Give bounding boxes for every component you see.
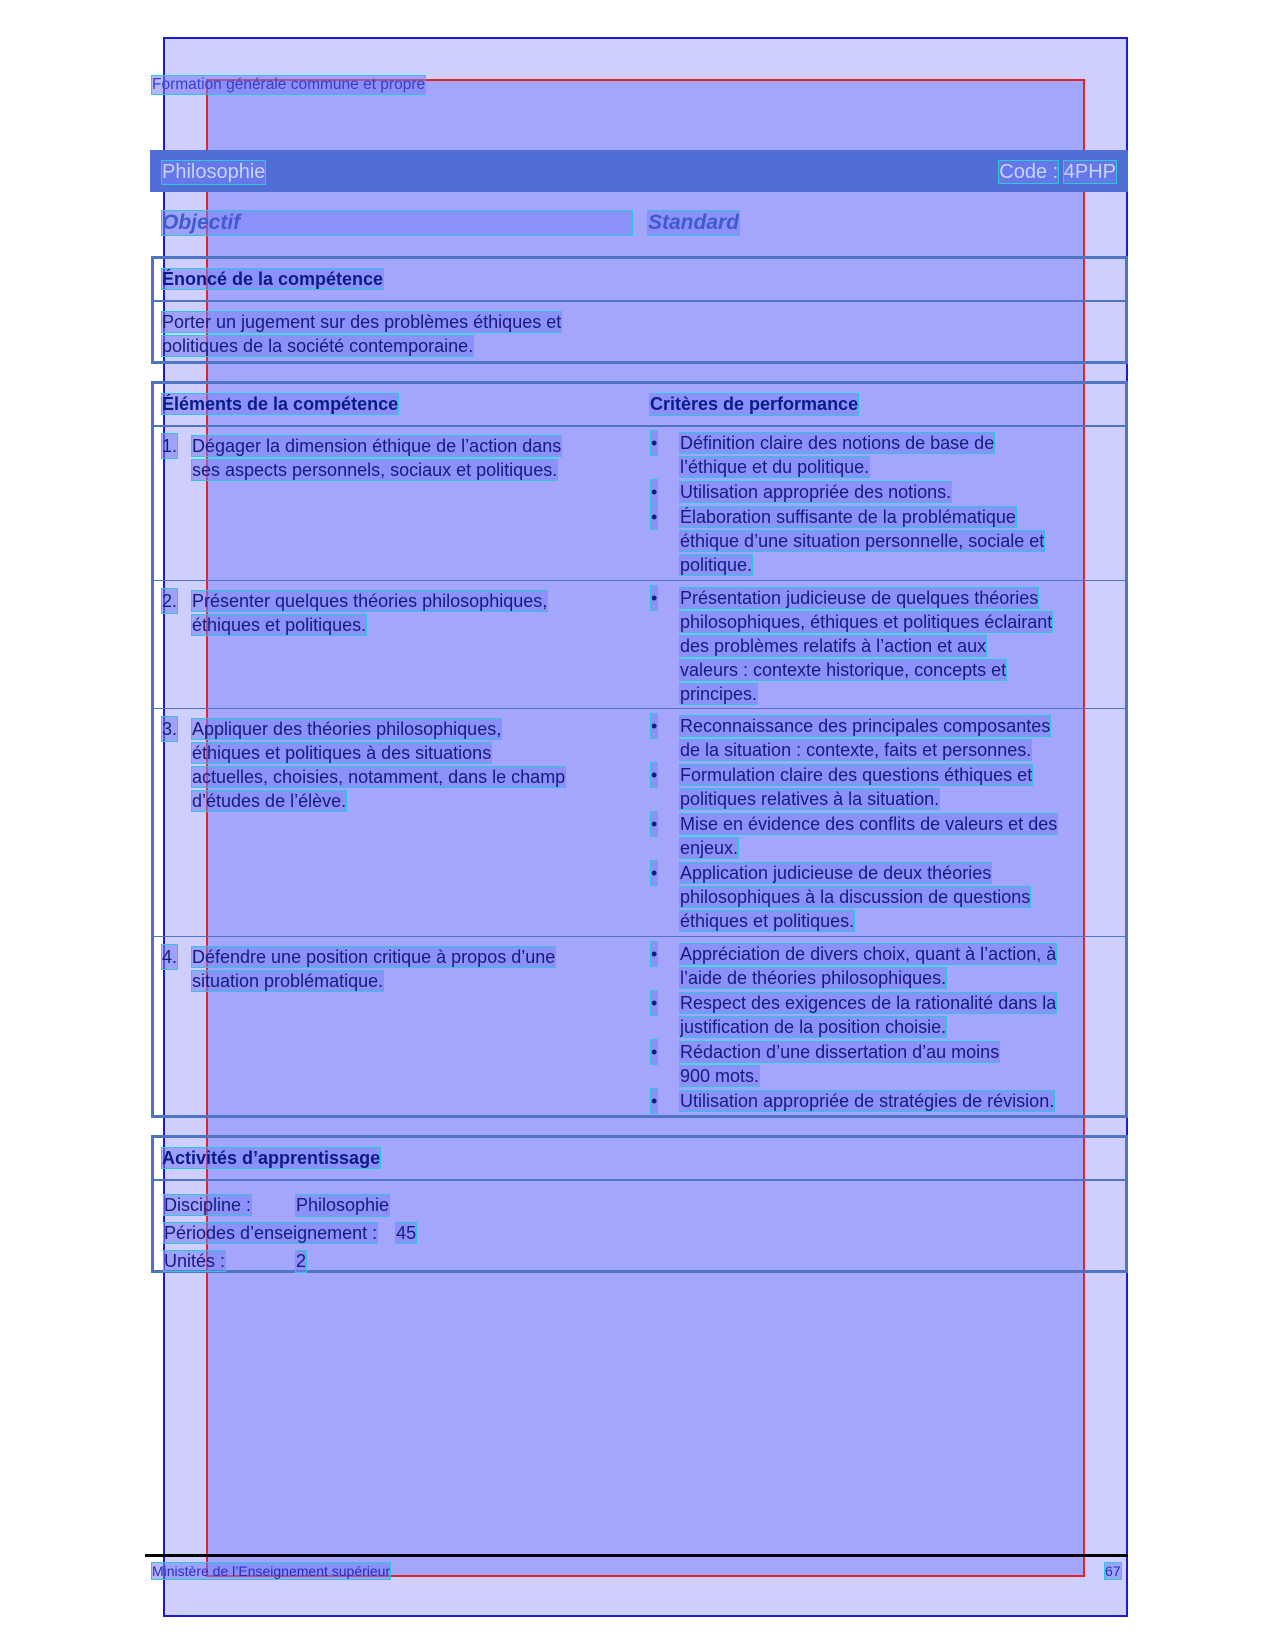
activities-header [154, 1138, 1125, 1181]
criteria-list-1 [650, 431, 1110, 578]
element-line: actuelles, choisies, notamment, dans le champ [192, 767, 566, 787]
element-line: éthiques et politiques. [192, 615, 367, 635]
statement-heading [154, 259, 1125, 302]
criterion: • Utilisation appropriée de stratégies de révision. [651, 1091, 1055, 1111]
running-header: Formation générale commune et propre [152, 76, 426, 93]
statement-heading-text: Énoncé de la compétence [162, 269, 384, 289]
criterion: • Reconnaissance des principales composantes de la situation : contexte, faits et personnes. [651, 716, 1051, 760]
periods-line [164, 1223, 416, 1244]
discipline-title: Philosophie [162, 161, 266, 183]
statement-line-2: politiques de la société contemporaine. [162, 336, 474, 356]
statement-box [151, 256, 1128, 364]
footer-rule [145, 1554, 1128, 1557]
code-label: Code : [999, 161, 1059, 183]
criterion: • Utilisation appropriée des notions. [651, 482, 952, 502]
units-line [164, 1251, 307, 1272]
element-line: Présenter quelques théories philosophiques, [192, 591, 548, 611]
element-row-4 [154, 936, 1125, 1116]
activities-box [151, 1135, 1128, 1273]
criterion: • Rédaction d’une dissertation d’au moins 900 mots. [651, 1042, 1000, 1086]
title-bar [150, 150, 1128, 192]
element-line: Appliquer des théories philosophiques, [192, 719, 502, 739]
criterion: • Définition claire des notions de base de l’éthique et du politique. [651, 433, 995, 477]
element-line: d’études de l’élève. [192, 791, 347, 811]
footer-ministry: Ministère de l’Enseignement supérieur [152, 1563, 391, 1579]
element-number: 4. [162, 947, 178, 967]
element-row-3 [154, 708, 1125, 936]
statement-line-1: Porter un jugement sur des problèmes éthiques et [162, 312, 562, 332]
criterion: • Formulation claire des questions éthiques et politiques relatives à la situation. [651, 765, 1033, 809]
element-line: Dégager la dimension éthique de l’action dans [192, 436, 562, 456]
element-line: éthiques et politiques à des situations [192, 743, 492, 763]
periods-label: Périodes d’enseignement : [164, 1223, 378, 1243]
element-row-1 [154, 426, 1125, 580]
criteria-list-3 [650, 714, 1110, 934]
objective-heading: Objectif [162, 211, 632, 235]
criterion: • Respect des exigences de la rationalité dans la justification de la position choisie. [651, 993, 1057, 1037]
course-code [999, 161, 1116, 184]
element-number: 1. [162, 436, 178, 456]
element-line: Défendre une position critique à propos d’une [192, 947, 556, 967]
activities-heading: Activités d’apprentissage [162, 1148, 381, 1168]
elements-box [151, 381, 1128, 1118]
element-number: 2. [162, 591, 178, 611]
elements-header [154, 384, 1125, 427]
standard-heading: Standard [648, 211, 740, 234]
statement-text [154, 302, 1125, 366]
element-line: situation problématique. [192, 971, 384, 991]
criterion: • Mise en évidence des conflits de valeurs et des enjeux. [651, 814, 1058, 858]
criteria-heading: Critères de performance [650, 394, 859, 414]
periods-value: 45 [396, 1223, 417, 1243]
element-number: 3. [162, 719, 178, 739]
discipline-label: Discipline : [164, 1195, 252, 1215]
elements-heading: Éléments de la compétence [162, 394, 399, 414]
element-line: ses aspects personnels, sociaux et politiques. [192, 460, 558, 480]
criterion: • Élaboration suffisante de la problématique éthique d’une situation personnelle, sociale et politique. [651, 507, 1045, 575]
criteria-list-2 [650, 586, 1110, 707]
units-label: Unités : [164, 1251, 226, 1271]
discipline-value: Philosophie [296, 1195, 390, 1215]
criterion: • Appréciation de divers choix, quant à l’action, à l’aide de théories philosophiques. [651, 944, 1057, 988]
element-row-2 [154, 580, 1125, 708]
criteria-list-4 [650, 942, 1110, 1114]
criterion: • Présentation judicieuse de quelques théories philosophiques, éthiques et politiques éclairant des problèmes relatifs à l’action et aux valeurs : contexte historique, concepts et principes. [651, 588, 1053, 704]
page-number: 67 [1105, 1563, 1121, 1579]
code-value: 4PHP [1063, 161, 1116, 183]
discipline-line [164, 1195, 390, 1216]
units-value: 2 [296, 1251, 307, 1271]
criterion: • Application judicieuse de deux théories philosophiques à la discussion de questions éthiques et politiques. [651, 863, 1031, 931]
